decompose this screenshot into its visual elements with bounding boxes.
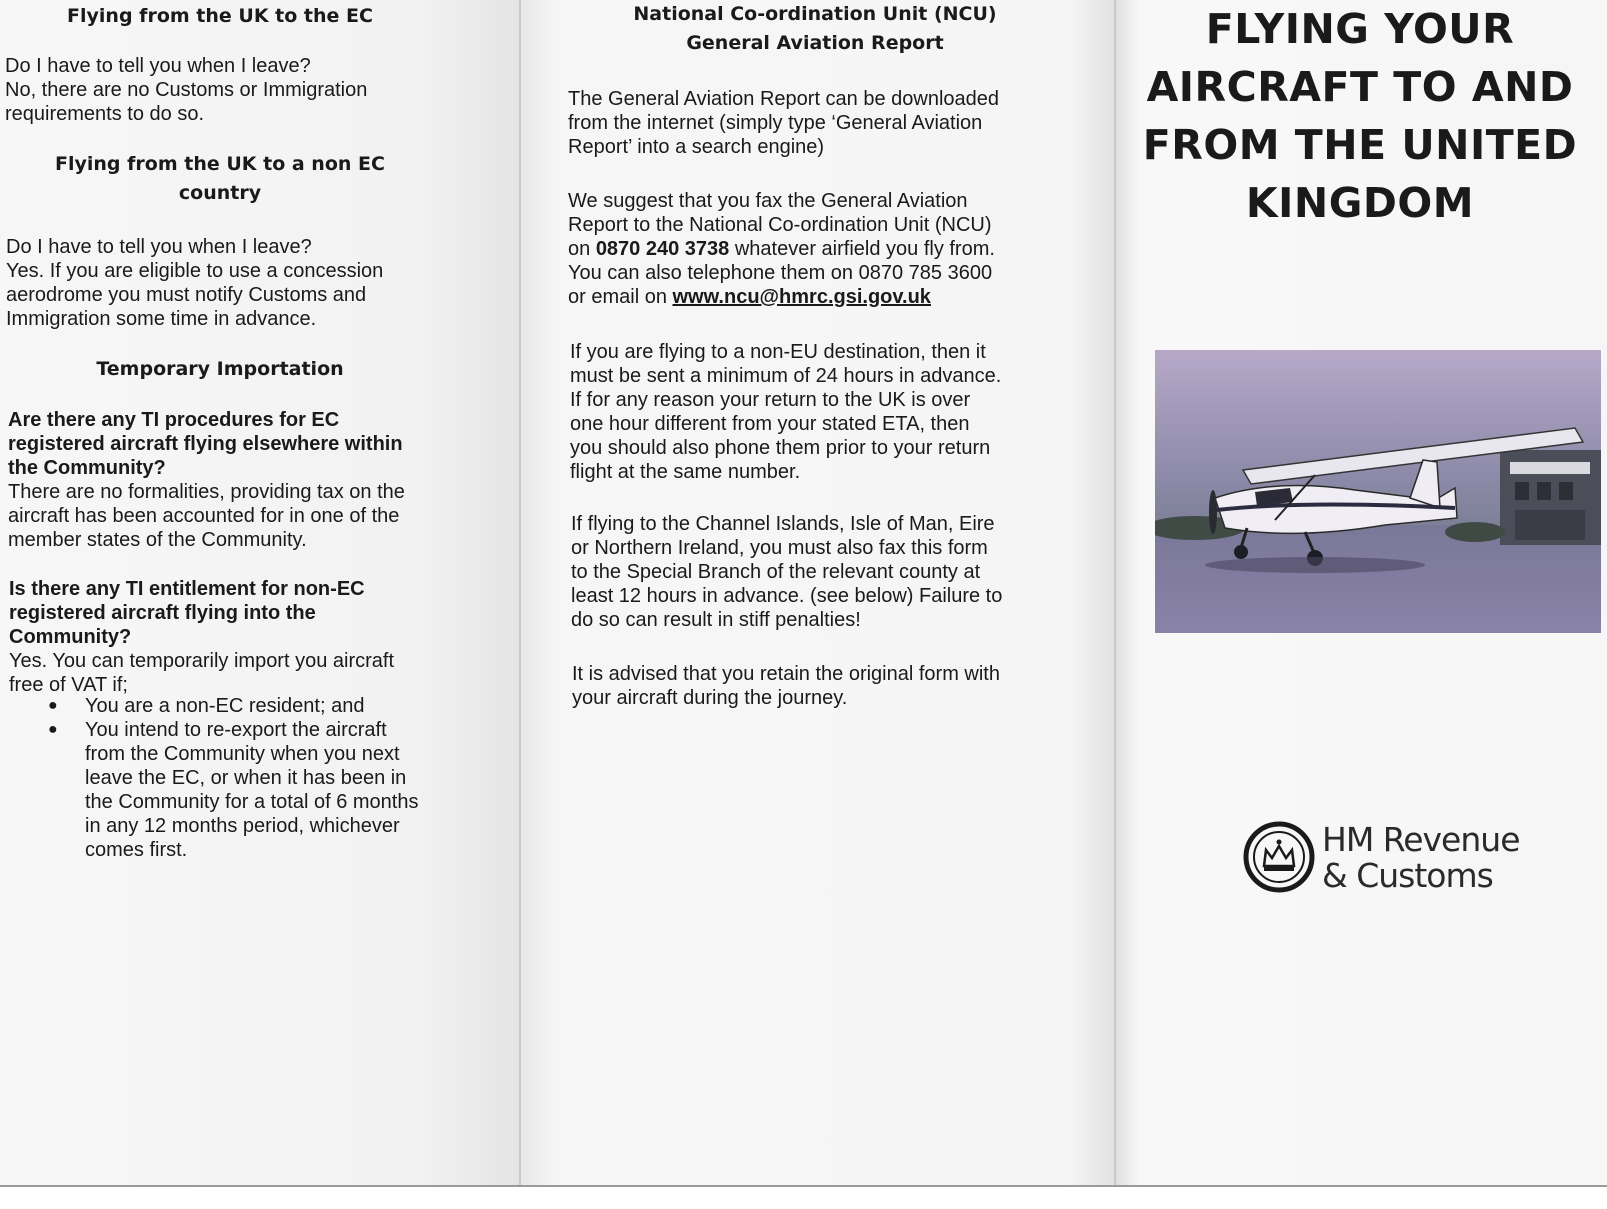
heading-ncu-report: National Co-ordination Unit (NCU) General Aviation Report [633, 3, 997, 54]
ncu-email-link[interactable]: www.ncu@hmrc.gsi.gov.uk [672, 286, 931, 308]
fold-line-2 [1114, 0, 1116, 1209]
heading-temporary-importation: Temporary Importation [96, 358, 344, 380]
middle-panel [520, 0, 1115, 1209]
paper-bottom-edge [0, 1185, 1607, 1209]
logo-line-2: & Customs [1322, 856, 1493, 895]
fax-number: 0870 240 3738 [595, 238, 730, 260]
list-item [48, 718, 448, 862]
bullet-icon: ● [48, 721, 58, 738]
answer-ti-ec: There are no formalities, providing tax on the aircraft has been accounted for in one of the member states of the Community. [8, 481, 405, 551]
text-report-download: The General Aviation Report can be downloaded from the internet (simply type ‘General Aviation Report’ into a search engine) [568, 88, 1000, 158]
bullet-icon: ● [48, 697, 58, 714]
heading-uk-to-non-ec: Flying from the UK to a non EC country [55, 153, 385, 204]
text-fax-report [568, 189, 1098, 309]
text-retain-form: It is advised that you retain the original form with your aircraft during the journey. [572, 663, 1000, 709]
logo-line-1: HM Revenue [1322, 820, 1520, 859]
aircraft-photo [1155, 350, 1601, 633]
list-item [48, 694, 448, 718]
crown-emblem-icon [1242, 820, 1316, 894]
text-uk-to-ec: Do I have to tell you when I leave? No, there are no Customs or Immigration requirements to do so. [5, 55, 368, 125]
heading-uk-to-ec: Flying from the UK to the EC [67, 5, 373, 27]
fax-text-start: We suggest that you fax the General Aviation Report to the National Co-ordination Unit (NCU) on [568, 190, 992, 260]
text-non-eu-destination: If you are flying to a non-EU destination, then it must be sent a minimum of 24 hours in advance. If for any reason your return to the UK is over one hour different from your stated ETA, then you should also phone them prior to your return flight at the same number. [570, 341, 1002, 483]
leaflet-title: FLYING YOUR AIRCRAFT TO AND FROM THE UNITED KINGDOM [1142, 5, 1578, 227]
hmrc-wordmark [1322, 822, 1520, 894]
text-uk-to-non-ec: Do I have to tell you when I leave? Yes. If you are eligible to use a concession aerodrome you must notify Customs and Immigration some time in advance. [6, 236, 384, 330]
left-panel [0, 0, 520, 1209]
question-ti-ec: Are there any TI procedures for EC registered aircraft flying elsewhere within the Community? [8, 409, 403, 479]
fax-text-middle: whatever airfield you fly from. You can also telephone them on 0870 785 3600 or email on [568, 238, 995, 308]
hmrc-logo [1242, 820, 1532, 895]
fold-line-1 [519, 0, 521, 1209]
list-item-text: You intend to re-export the aircraft from the Community when you next leave the EC, or when it has been in the Community for a total of 6 months in any 12 months period, whichever comes first. [85, 719, 419, 861]
vat-conditions-list [48, 694, 448, 862]
question-ti-non-ec: Is there any TI entitlement for non-EC registered aircraft flying into the Community? [9, 578, 365, 648]
aircraft-icon [1155, 350, 1601, 633]
list-item-text: You are a non-EC resident; and [85, 695, 365, 717]
answer-ti-non-ec: Yes. You can temporarily import you aircraft free of VAT if; [9, 650, 395, 696]
text-channel-islands: If flying to the Channel Islands, Isle of Man, Eire or Northern Ireland, you must also fax this form to the Special Branch of the relevant county at least 12 hours in advance. (see below) Failure to do so can result in stiff penalties! [571, 513, 1003, 631]
